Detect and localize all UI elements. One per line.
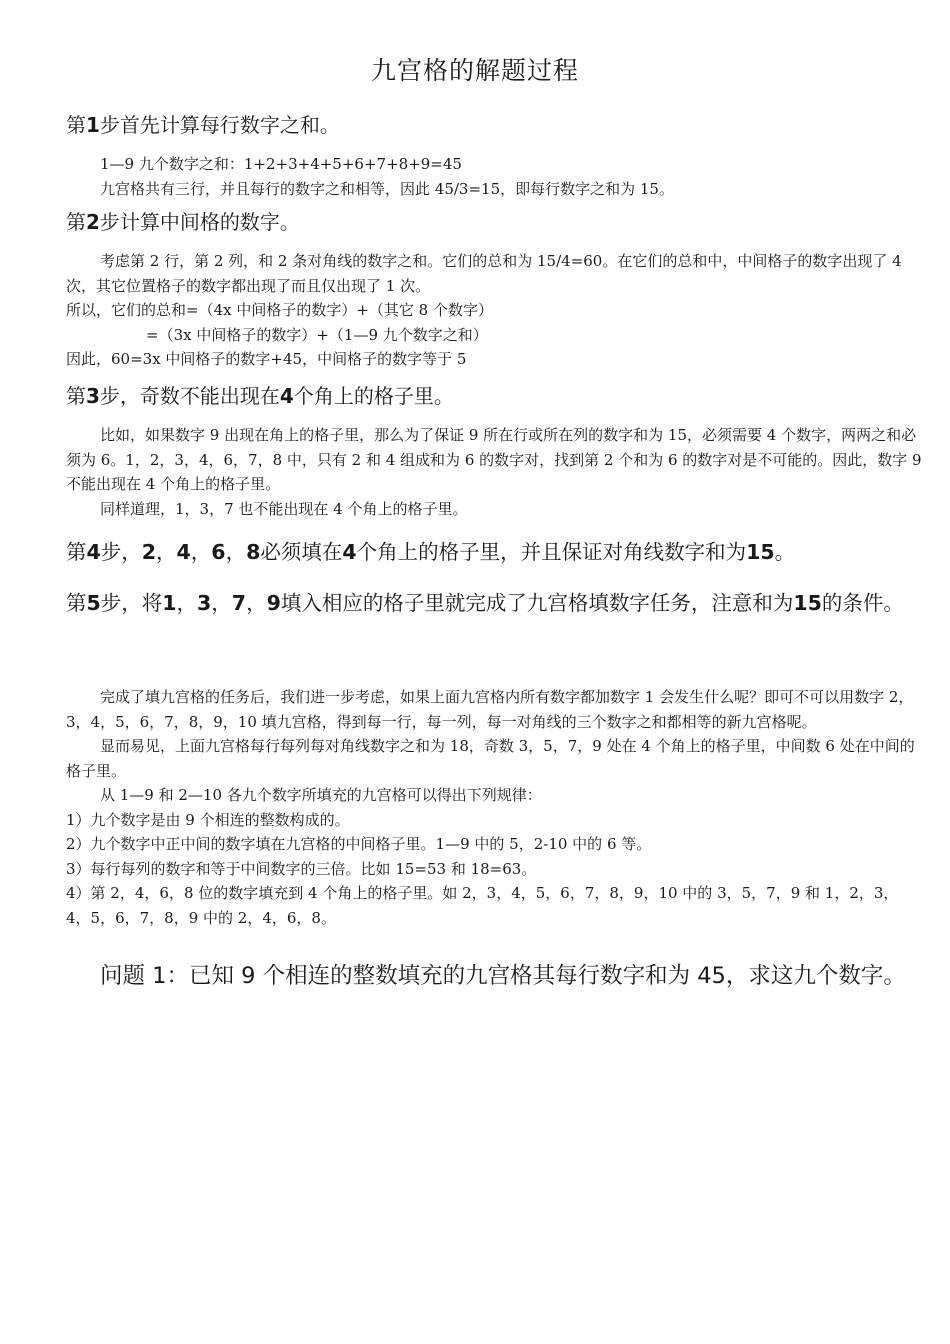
step5-num5: 15 bbox=[793, 591, 822, 615]
step4-num3: 6 bbox=[211, 540, 226, 564]
step1-line-sum: 1—9 九个数字之和：1+2+3+4+5+6+7+8+9=45 bbox=[100, 155, 462, 173]
step3-heading bbox=[66, 381, 922, 411]
step4-num1: 2 bbox=[141, 540, 157, 564]
step5-text1: 步，将 bbox=[100, 591, 163, 615]
extra-section bbox=[66, 685, 922, 930]
step4-num6: 15 bbox=[746, 540, 775, 564]
step3-text-mid: 步，奇数不能出现在 bbox=[99, 384, 280, 408]
step2-line3: 因此，60=3x 中间格子的数字+45，中间格子的数字等于 5 bbox=[66, 350, 467, 368]
step4-num2: 4 bbox=[176, 540, 191, 564]
step5-num1: 1 bbox=[162, 591, 177, 615]
step1-heading bbox=[66, 110, 922, 140]
step4-text4: ， bbox=[225, 540, 247, 564]
step4-text6: 个角上的格子里，并且保证对角线数字和为 bbox=[356, 540, 747, 564]
step3-number2: 4 bbox=[279, 384, 294, 408]
step3-paragraph2: 同样道理，1，3，7 也不能出现在 4 个角上的格子里。 bbox=[100, 499, 468, 518]
step3-number: 3 bbox=[86, 384, 100, 408]
step5-text5: 填入相应的格子里就完成了九宫格填数字任务，注意和为 bbox=[280, 591, 794, 615]
step2-paragraph: 考虑第 2 行，第 2 列，和 2 条对角线的数字之和。它们的总和为 15/4=60。在它们的总和中，中间格子的数字出现了 4 次，其它位置格子的数字都出现了而且仅出现了 1 次。 bbox=[66, 252, 902, 295]
step3-prefix: 第 bbox=[66, 384, 86, 408]
step3-body bbox=[66, 423, 922, 521]
step4-text7: 。 bbox=[774, 540, 796, 564]
step4-heading bbox=[66, 527, 922, 577]
step2-line2: =（3x 中间格子的数字）+（1—9 九个数字之和） bbox=[146, 325, 488, 344]
step1-text: 步首先计算每行数字之和。 bbox=[99, 113, 340, 137]
rule-item-2: 2）九个数字中正中间的数字填在九宫格的中间格子里。1—9 中的 5，2-10 中的 6 等。 bbox=[66, 835, 652, 853]
step1-prefix: 第 bbox=[66, 113, 86, 137]
question-paragraph: 问题 1：已知 9 个相连的整数填充的九宫格其每行数字和为 45，求这九个数字。 bbox=[100, 963, 906, 989]
step5-text3: ， bbox=[211, 591, 232, 615]
step5-number: 5 bbox=[86, 591, 101, 615]
step4-num5: 4 bbox=[342, 540, 357, 564]
step4-number: 4 bbox=[86, 540, 101, 564]
page-title: 九宫格的解题过程 bbox=[370, 56, 579, 85]
step4-num4: 8 bbox=[246, 540, 261, 564]
step5-text4: ， bbox=[246, 591, 267, 615]
extra-paragraph2: 显而易见，上面九宫格每行每列每对角线数字之和为 18，奇数 3，5，7，9 处在 4 个角上的格子里，中间数 6 处在中间的格子里。 bbox=[66, 737, 915, 780]
step3-text-rest: 个角上的格子里。 bbox=[293, 384, 454, 408]
step4-text5: 必须填在 bbox=[260, 540, 343, 564]
step3-paragraph1: 比如，如果数字 9 出现在角上的格子里，那么为了保证 9 所在行或所在列的数字和为 15，必须需要 4 个数字，两两之和必须为 6。1，2，3，4，6，7，8 中，只有 2 和 4 组成和为 6 的数字对，找到第 2 个和为 6 的数字对是不可能的。因此，数字 9 不能出现在 4 个角上的格子里。 bbox=[66, 426, 922, 493]
step1-number: 1 bbox=[86, 113, 100, 137]
step4-text3: ， bbox=[190, 540, 212, 564]
step4-text2: ， bbox=[156, 540, 177, 564]
step5-num2: 3 bbox=[197, 591, 212, 615]
step1-body bbox=[66, 152, 922, 201]
step2-body bbox=[66, 249, 922, 372]
rule-item-4: 4）第 2，4，6，8 位的数字填充到 4 个角上的格子里。如 2，3，4，5，6，7，8，9，10 中的 3，5，7，9 和 1，2，3，4，5，6，7，8，9 中的 2，4，6，8。 bbox=[66, 884, 899, 927]
step5-text2: ， bbox=[176, 591, 198, 615]
step5-num4: 9 bbox=[266, 591, 281, 615]
step2-heading bbox=[66, 207, 922, 237]
step2-prefix: 第 bbox=[66, 210, 86, 234]
step2-line1: 所以，它们的总和=（4x 中间格子的数字）+（其它 8 个数字） bbox=[66, 301, 493, 319]
step2-number: 2 bbox=[86, 210, 100, 234]
step5-prefix: 第 bbox=[66, 591, 87, 615]
step4-text1: 步， bbox=[100, 540, 142, 564]
step1-line-rows: 九宫格共有三行，并且每行的数字之和相等，因此 45/3=15，即每行数字之和为 15。 bbox=[100, 179, 674, 198]
step5-num3: 7 bbox=[231, 591, 247, 615]
extra-paragraph1: 完成了填九宫格的任务后，我们进一步考虑，如果上面九宫格内所有数字都加数字 1 会发生什么呢？即可不可以用数字 2，3，4，5，6，7，8，9，10 填九宫格，得到每一行，每一列，每一对角线的三个数字之和都相等的新九宫格呢。 bbox=[66, 688, 914, 731]
rule-item-3: 3）每行每列的数字和等于中间数字的三倍。比如 15=53 和 18=63。 bbox=[66, 859, 537, 878]
extra-paragraph3: 从 1—9 和 2—10 各九个数字所填充的九宫格可以得出下列规律： bbox=[100, 786, 542, 804]
rule-item-1: 1）九个数字是由 9 个相连的整数构成的。 bbox=[66, 810, 350, 829]
step5-text6: 的条件。 bbox=[821, 591, 904, 615]
step4-prefix: 第 bbox=[66, 540, 87, 564]
step5-heading bbox=[66, 578, 922, 628]
step2-text: 步计算中间格的数字。 bbox=[99, 210, 300, 234]
